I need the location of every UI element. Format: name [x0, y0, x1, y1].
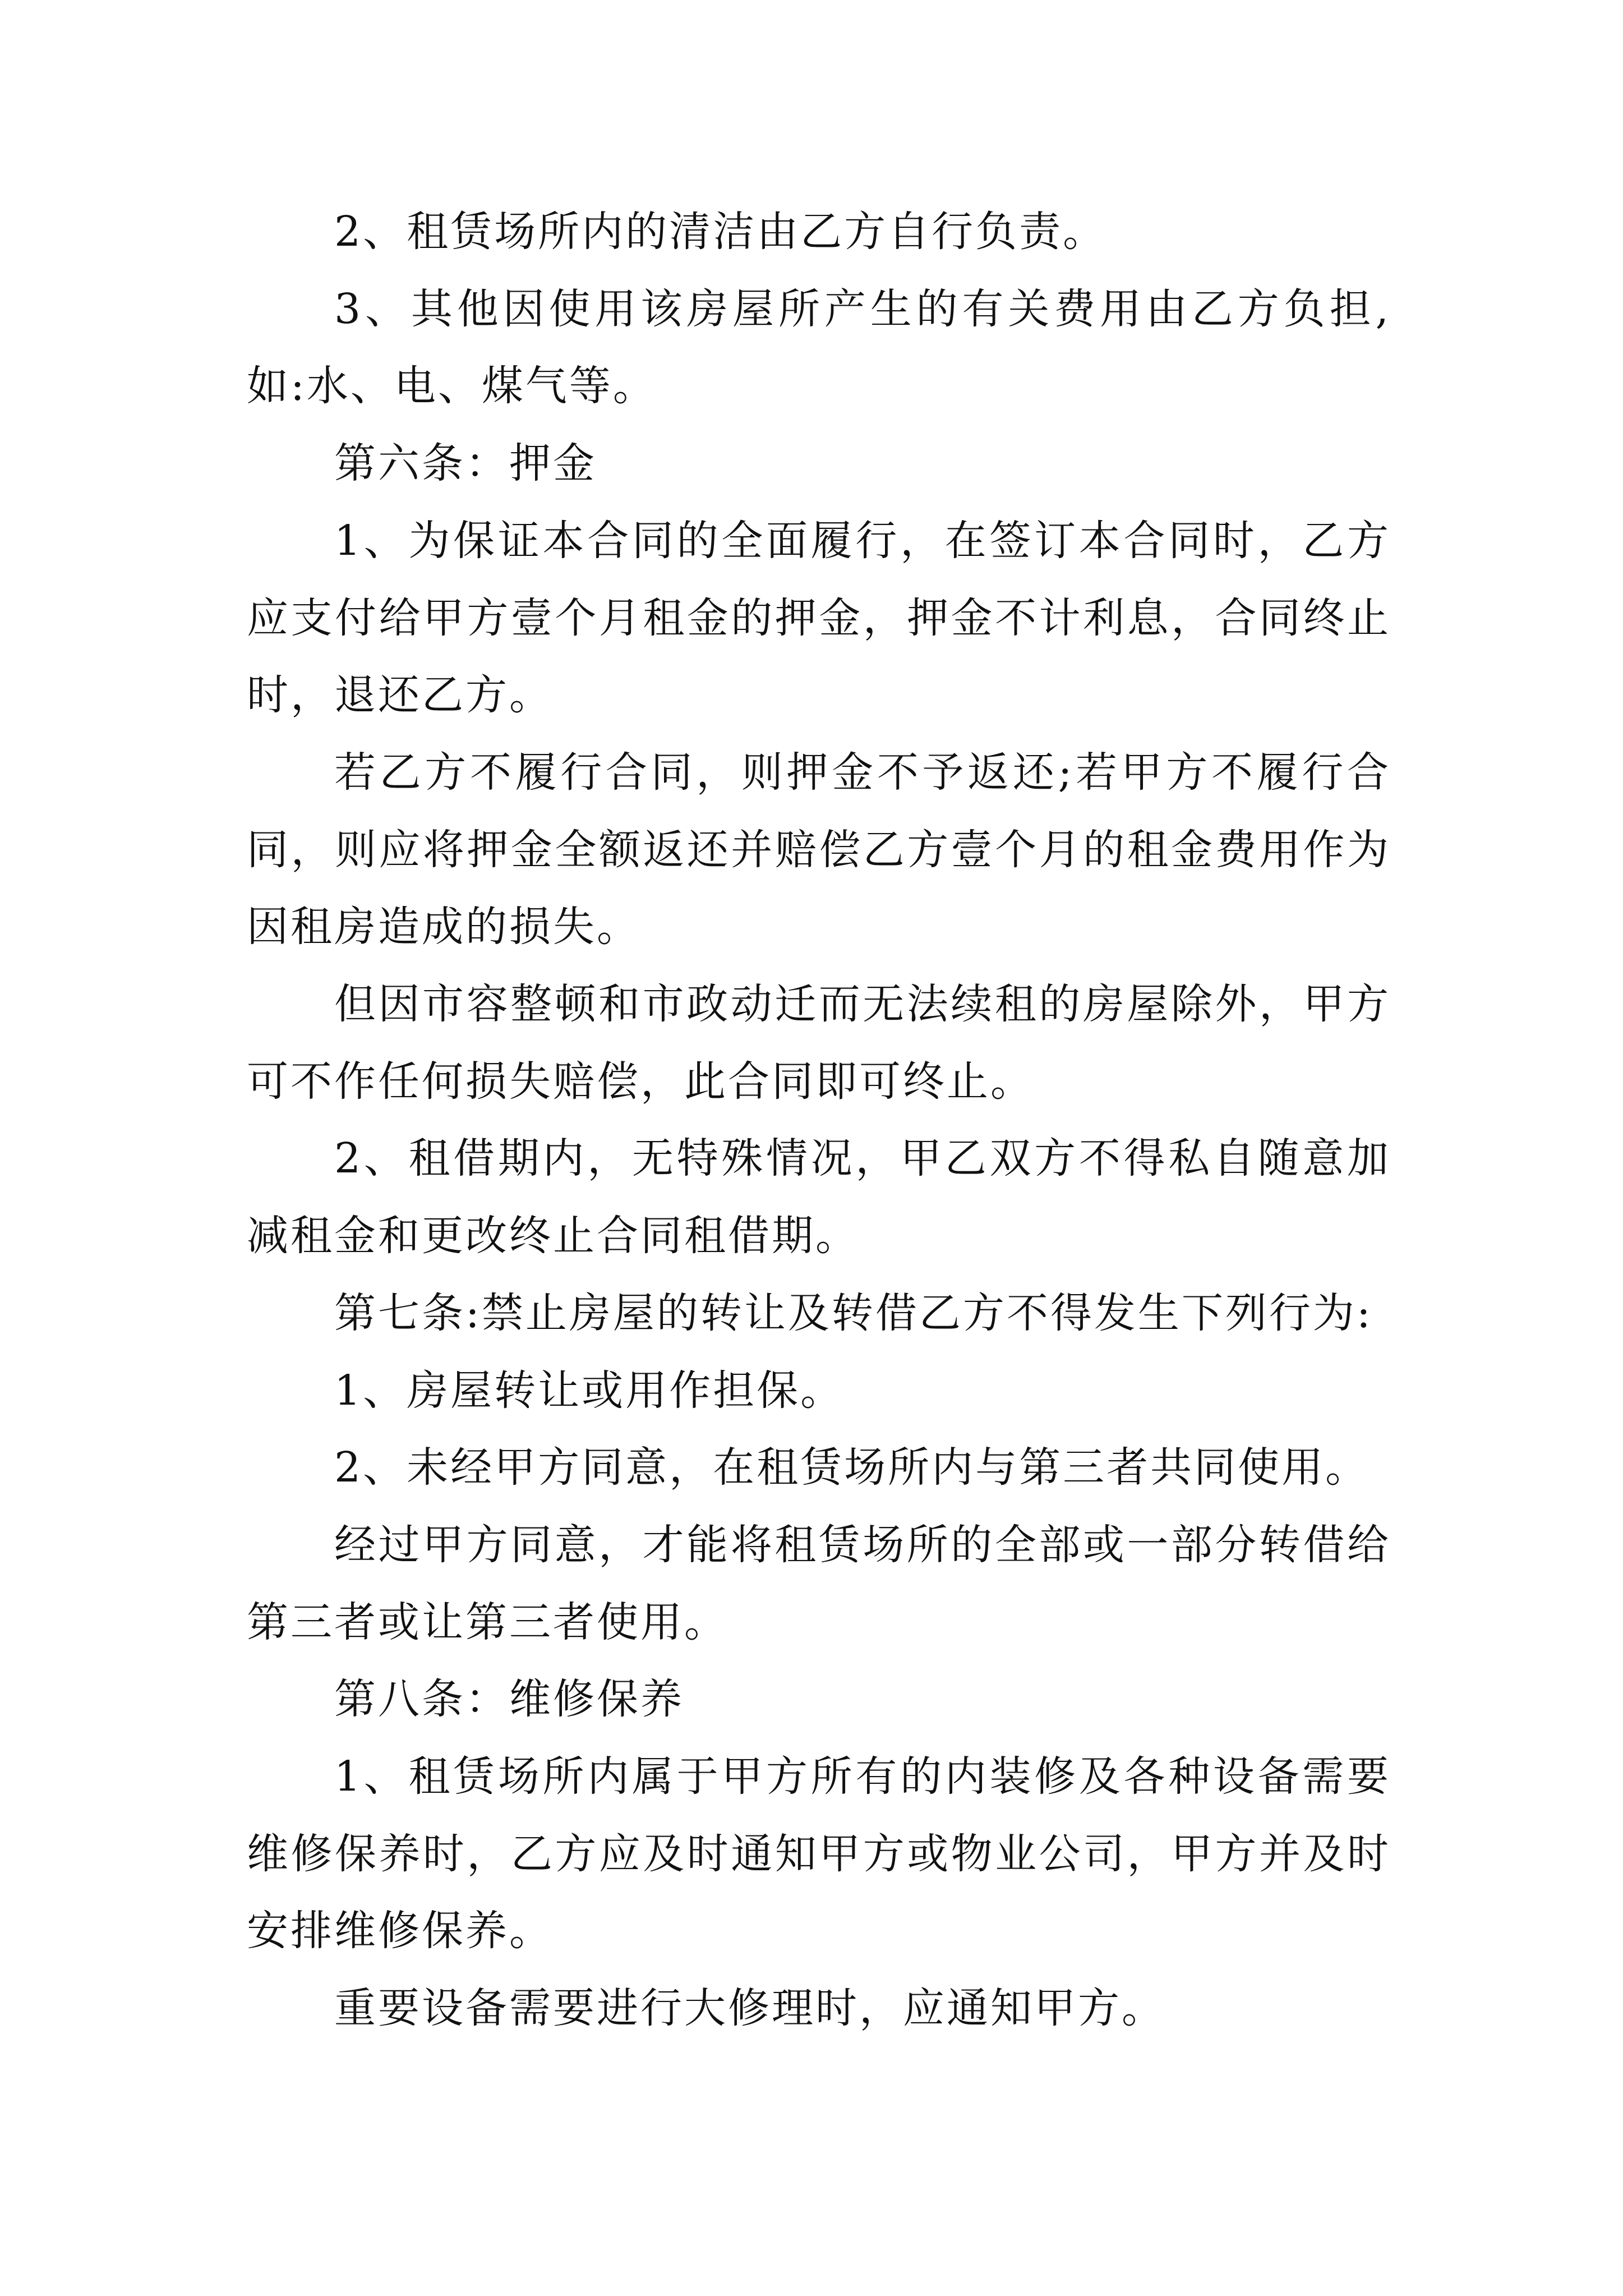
paragraph-transfer-consent: 经过甲方同意，才能将租赁场所的全部或一部分转借给第三者或让第三者使用。	[247, 1520, 1391, 1646]
paragraph-rent-change: 2、租借期内，无特殊情况，甲乙双方不得私自随意加减租金和更改终止合同租借期。	[247, 1134, 1391, 1260]
paragraph-deposit-exception: 但因市容整顿和市政动迁而无法续租的房屋除外，甲方可不作任何损失赔偿，此合同即可终止。	[247, 980, 1391, 1106]
paragraph-transfer-2: 2、未经甲方同意，在租赁场所内与第三者共同使用。	[334, 1443, 1370, 1492]
paragraph-transfer-1: 1、房屋转让或用作担保。	[334, 1366, 845, 1415]
paragraph-major-repair: 重要设备需要进行大修理时，应通知甲方。	[334, 1984, 1165, 2033]
paragraph-deposit-1: 1、为保证本合同的全面履行，在签订本合同时，乙方应支付给甲方壹个月租金的押金，押金不计利息，合同终止时，退还乙方。	[247, 516, 1391, 720]
paragraph-other-fees: 3、其他因使用该房屋所产生的有关费用由乙方负担,如:水、电、煤气等。	[247, 284, 1391, 411]
document-body	[247, 194, 1391, 2047]
paragraph-deposit-breach: 若乙方不履行合同，则押金不予返还;若甲方不履行合同，则应将押金全额返还并赔偿乙方壹个月的租金费用作为因租房造成的损失。	[247, 748, 1391, 951]
paragraph-cleaning: 2、租赁场所内的清洁由乙方自行负责。	[334, 208, 1107, 256]
heading-article-7: 第七条:禁止房屋的转让及转借乙方不得发生下列行为:	[334, 1289, 1373, 1337]
heading-article-6: 第六条：押金	[334, 439, 597, 488]
paragraph-maintenance-1: 1、租赁场所内属于甲方所有的内装修及各种设备需要维修保养时，乙方应及时通知甲方或物业公司，甲方并及时安排维修保养。	[247, 1752, 1391, 1955]
heading-article-8: 第八条：维修保养	[334, 1675, 684, 1724]
